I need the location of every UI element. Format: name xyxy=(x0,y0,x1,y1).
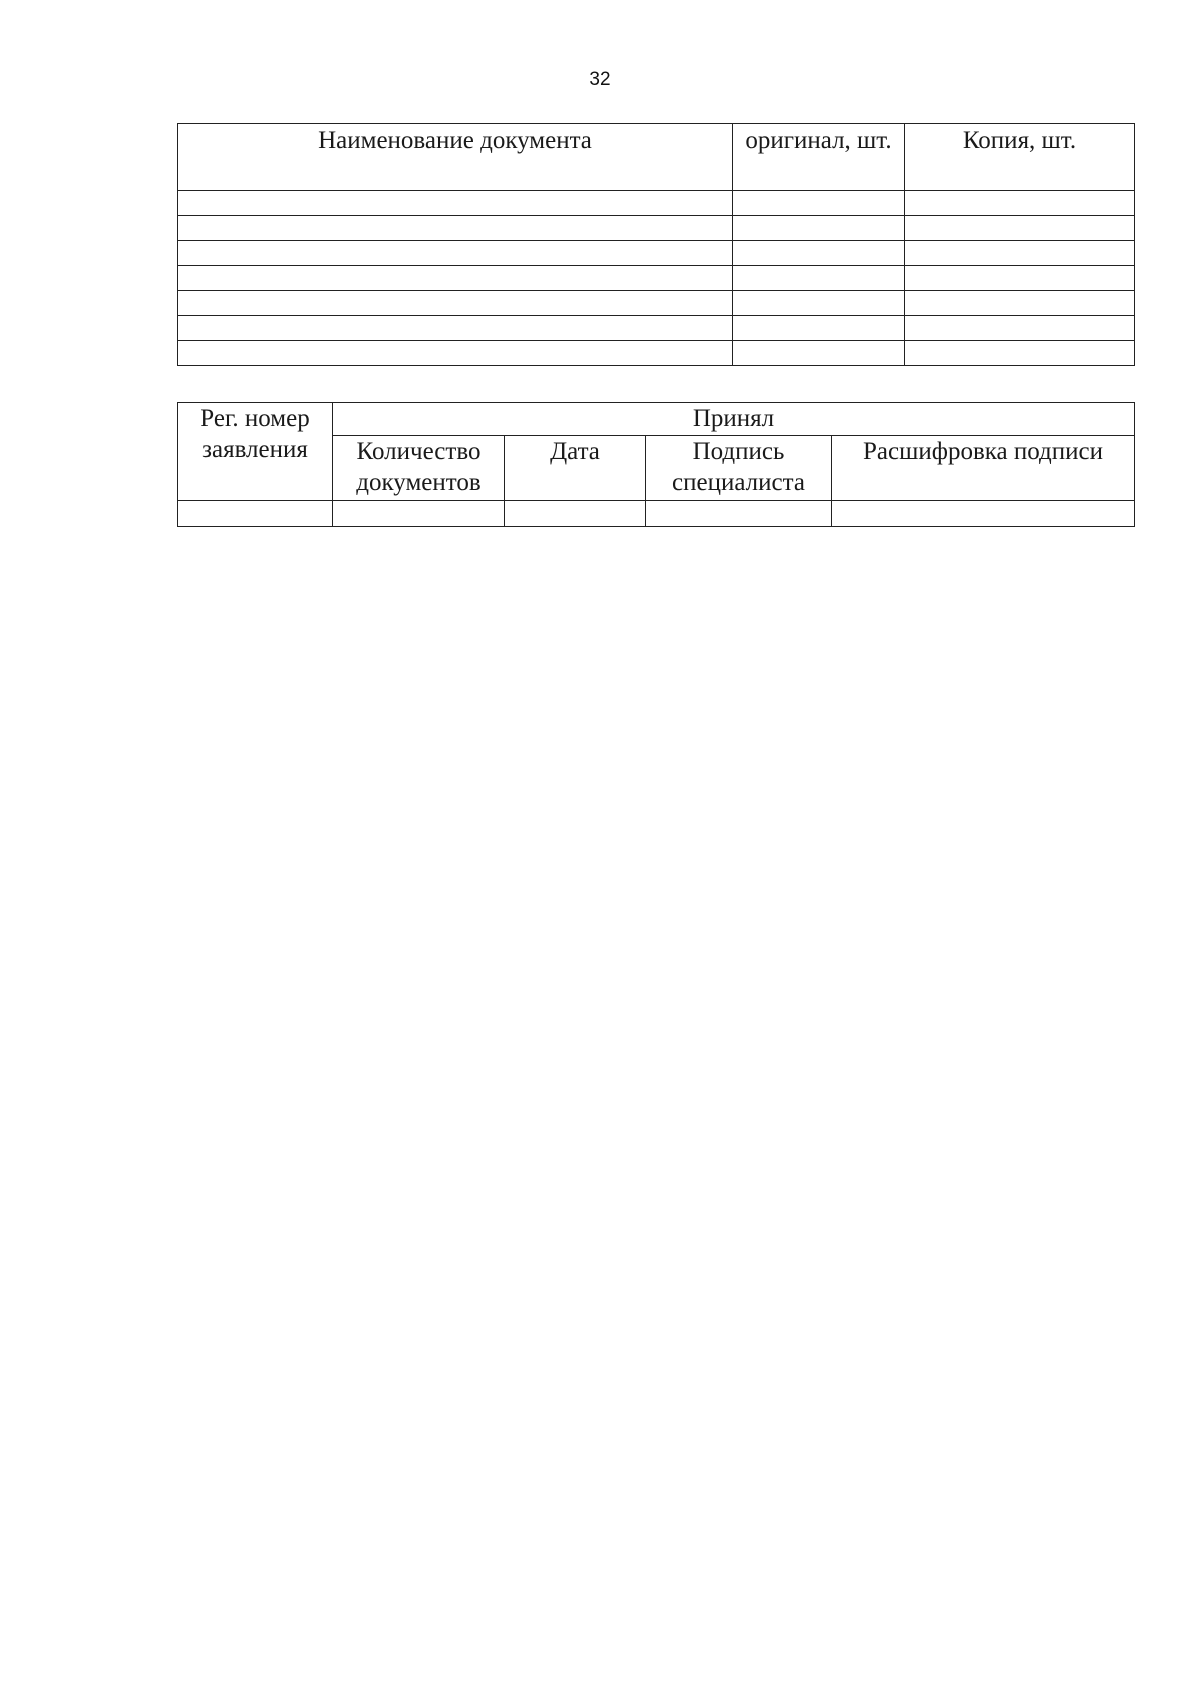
original-count-cell[interactable] xyxy=(733,216,905,241)
table-row xyxy=(178,216,1135,241)
date-cell[interactable] xyxy=(505,501,646,527)
documents-table-header-row xyxy=(178,124,1135,191)
table-row xyxy=(178,316,1135,341)
reg-number-cell[interactable] xyxy=(178,501,333,527)
document-name-cell[interactable] xyxy=(178,241,733,266)
table-row xyxy=(178,501,1135,527)
copy-count-cell[interactable] xyxy=(905,316,1135,341)
original-count-cell[interactable] xyxy=(733,291,905,316)
signature-decoding-cell[interactable] xyxy=(832,501,1135,527)
header-accepted: Принял xyxy=(333,403,1135,436)
document-name-cell[interactable] xyxy=(178,266,733,291)
document-name-cell[interactable] xyxy=(178,341,733,366)
header-doc-count: Количество документов xyxy=(333,436,505,501)
header-reg-number: Рег. номер заявления xyxy=(178,403,333,501)
copy-count-cell[interactable] xyxy=(905,341,1135,366)
header-specialist-signature: Подпись специалиста xyxy=(646,436,832,501)
table-row xyxy=(178,266,1135,291)
document-name-cell[interactable] xyxy=(178,216,733,241)
header-signature-decoding: Расшифровка подписи xyxy=(832,436,1135,501)
original-count-cell[interactable] xyxy=(733,191,905,216)
table-row xyxy=(178,241,1135,266)
document-name-cell[interactable] xyxy=(178,291,733,316)
copy-count-cell[interactable] xyxy=(905,191,1135,216)
table-row xyxy=(178,191,1135,216)
document-name-cell[interactable] xyxy=(178,191,733,216)
original-count-cell[interactable] xyxy=(733,266,905,291)
header-document-name: Наименование документа xyxy=(178,124,733,191)
doc-count-cell[interactable] xyxy=(333,501,505,527)
original-count-cell[interactable] xyxy=(733,241,905,266)
specialist-signature-cell[interactable] xyxy=(646,501,832,527)
original-count-cell[interactable] xyxy=(733,316,905,341)
table-row xyxy=(178,341,1135,366)
receipt-table xyxy=(177,402,1135,527)
header-original-count: оригинал, шт. xyxy=(733,124,905,191)
page-number: 32 xyxy=(589,69,611,90)
copy-count-cell[interactable] xyxy=(905,291,1135,316)
header-date: Дата xyxy=(505,436,646,501)
copy-count-cell[interactable] xyxy=(905,216,1135,241)
documents-table xyxy=(177,123,1135,366)
copy-count-cell[interactable] xyxy=(905,266,1135,291)
document-name-cell[interactable] xyxy=(178,316,733,341)
original-count-cell[interactable] xyxy=(733,341,905,366)
header-copy-count: Копия, шт. xyxy=(905,124,1135,191)
table-row xyxy=(178,291,1135,316)
copy-count-cell[interactable] xyxy=(905,241,1135,266)
receipt-table-header-row xyxy=(178,403,1135,436)
